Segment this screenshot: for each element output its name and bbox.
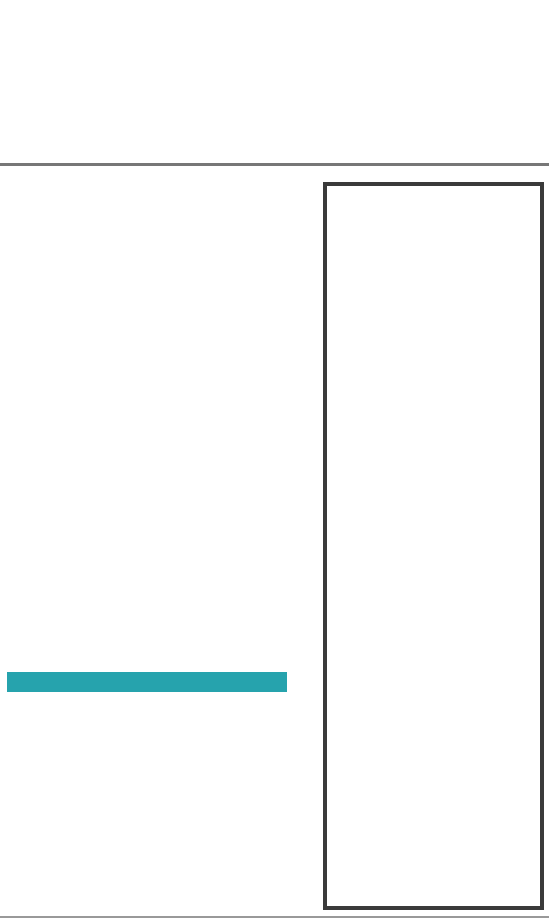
additional-ratios-section bbox=[7, 672, 295, 703]
footer-divider bbox=[0, 916, 549, 918]
header-divider bbox=[0, 163, 549, 166]
sub-current bbox=[77, 692, 147, 703]
sub-previous bbox=[147, 692, 217, 703]
reference-legend-panel bbox=[323, 182, 544, 910]
header-calculated bbox=[77, 672, 217, 692]
additional-ratios-table bbox=[7, 672, 287, 703]
toxic-ratios-chart bbox=[7, 428, 305, 656]
toxic-ratios-section bbox=[7, 428, 305, 656]
header-ratio bbox=[7, 672, 77, 692]
significant-ratios-chart bbox=[7, 188, 222, 406]
header-optimum bbox=[217, 672, 287, 692]
significant-ratios-section bbox=[7, 188, 305, 406]
